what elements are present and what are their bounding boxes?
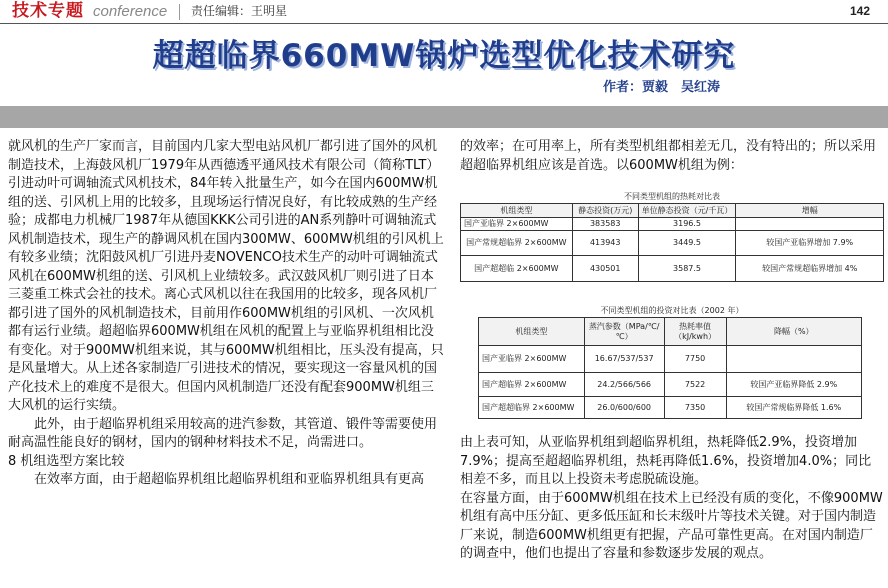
table-cell: 国产亚临界 2×600MW <box>461 218 573 231</box>
investment-table <box>460 203 884 282</box>
table-cell: 3587.5 <box>638 256 736 282</box>
paragraph: 由上表可知，从亚临界机组到超临界机组，热耗降低2.9%，投资增加7.9%；提高至超超临界机组，热耗再降低1.6%，投资增加4.0%；同比相差不多，而且以上投资未考虑脱硫设施。 <box>460 435 872 487</box>
table-cell: 国产亚临界 2×600MW <box>479 346 585 373</box>
table-header: 机组类型 <box>479 318 585 346</box>
table-cell: 26.0/600/600 <box>584 397 664 419</box>
table-cell: 较国产常规临界降低 1.6% <box>726 397 861 419</box>
table-cell: 3449.5 <box>638 231 736 256</box>
table-cell <box>726 346 861 373</box>
right-column-top <box>460 138 884 175</box>
table-cell: 430501 <box>572 256 638 282</box>
table-cell: 16.67/537/537 <box>584 346 664 373</box>
paragraph: 在效率方面，由于超超临界机组比超临界机组和亚临界机组具有更高 <box>34 472 425 487</box>
table-row <box>461 256 884 282</box>
table-cell: 413943 <box>572 231 638 256</box>
title-band <box>0 106 888 128</box>
table-cell: 24.2/566/566 <box>584 373 664 397</box>
table-cell: 7522 <box>664 373 726 397</box>
table-header: 单位静态投资（元/千瓦） <box>638 204 736 218</box>
page-header <box>0 0 888 24</box>
section-heading: 8 机组选型方案比较 <box>8 453 125 469</box>
table-cell: 3196.5 <box>638 218 736 231</box>
header-divider <box>179 4 180 20</box>
header-rule <box>0 23 888 24</box>
paragraph: 就风机的生产厂家而言，目前国内几家大型电站风机厂都引进了国外的风机制造技术，上海鼓风机厂1979年从西德透平通风技术有限公司（简称TLT）引进动叶可调轴流式风机技术，84年转入批量生产，如今在国内600MW机组的送、引风机上用的比较多，且现场运行情况良好，有比较成熟的生产经验；成都电力机械厂1987年从德国KKK公司引进的AN系列静叶可调轴流式风机制造技术，现生产的静调风机在国内300MW、600MW机组的引风机上有较多业绩；沈阳鼓风机厂引进丹麦NOVENCO技术生产的动叶可调轴流式风机在600MW机组的送、引风机上业绩较多。武汉鼓风机厂则引进了日本三菱重工株式会社的技术。离心式风机以往在我国用的比较多，现各风机厂都引进了国外的风机制造技术，目前用作600MW机组的引风机、一次风机都有运行业绩。超超临界600MW机组在风机的配置上与亚临界机组相比没有变化。对于900MW机组来说，其与600MW机组相比，压头没有提高，只是风量增大。从上述各家制造厂引进技术的情况，要实现这一容量风机的国产化技术上的难度不是很大。但国内风机制造厂还没有配套900MW机组三大风机的运行实绩。 <box>8 139 444 413</box>
article-title: 超超临界660MW锅炉选型优化技术研究 <box>152 38 736 74</box>
table-cell: 国产超超临 2×600MW <box>461 256 573 282</box>
paragraph: 在容量方面，由于600MW机组在技术上已经没有质的变化，不像900MW机组有高中压分缸、更多低压缸和长末级叶片等技术关键。对于国内制造厂来说，制造600MW机组更有把握，产品可靠性更高。在对国内制造厂的调查中，他们也提出了容量和参数逐步发展的观点。 <box>460 490 883 561</box>
table-cell: 较国产亚临界增加 7.9% <box>736 231 884 256</box>
table-row <box>479 346 862 373</box>
table-row <box>479 397 862 419</box>
table-row <box>461 231 884 256</box>
table-header: 机组类型 <box>461 204 573 218</box>
table-header: 蒸汽参数（MPa/℃/℃） <box>584 318 664 346</box>
heat-rate-table <box>478 317 862 419</box>
paragraph: 此外，由于超临界机组采用较高的进汽参数，其管道、锻件等需要使用耐高温性能良好的钢材，国内的钢种材料技术不足，尚需进口。 <box>8 416 438 450</box>
table-cell: 国产超超临界 2×600MW <box>479 397 585 419</box>
table-row <box>461 218 884 231</box>
paragraph: 的效率；在可用率上，所有类型机组都相差无几，没有特出的；所以采用超超临界机组应该是首选。以600MW机组为例： <box>460 139 877 173</box>
table-header: 降幅（%） <box>726 318 861 346</box>
table-cell: 国产常规超临界 2×600MW <box>461 231 573 256</box>
table-cell: 7350 <box>664 397 726 419</box>
section-brand-en: conference <box>93 3 168 20</box>
table2-caption: 不同类型机组的投资对比表（2002 年） <box>600 306 744 315</box>
table-cell: 较国产常规超临界增加 4% <box>736 256 884 282</box>
table1-caption: 不同类型机组的热耗对比表 <box>624 192 720 201</box>
table-header: 增幅 <box>736 204 884 218</box>
section-brand: 技术专题 <box>12 1 84 21</box>
right-column-bottom <box>460 434 884 564</box>
table-cell: 383583 <box>572 218 638 231</box>
table-header: 热耗率值（kJ/kwh） <box>664 318 726 346</box>
table-cell: 7750 <box>664 346 726 373</box>
table-cell: 较国产亚临界降低 2.9% <box>726 373 861 397</box>
editor-credit: 责任编辑：王明星 <box>191 4 288 18</box>
table-cell <box>736 218 884 231</box>
article-authors: 作者：贾毅 吴红涛 <box>603 80 721 95</box>
page-number: 142 <box>850 4 871 18</box>
table-cell: 国产超临界 2×600MW <box>479 373 585 397</box>
left-column <box>8 138 444 490</box>
table-row <box>479 373 862 397</box>
table-header: 静态投资(万元) <box>572 204 638 218</box>
